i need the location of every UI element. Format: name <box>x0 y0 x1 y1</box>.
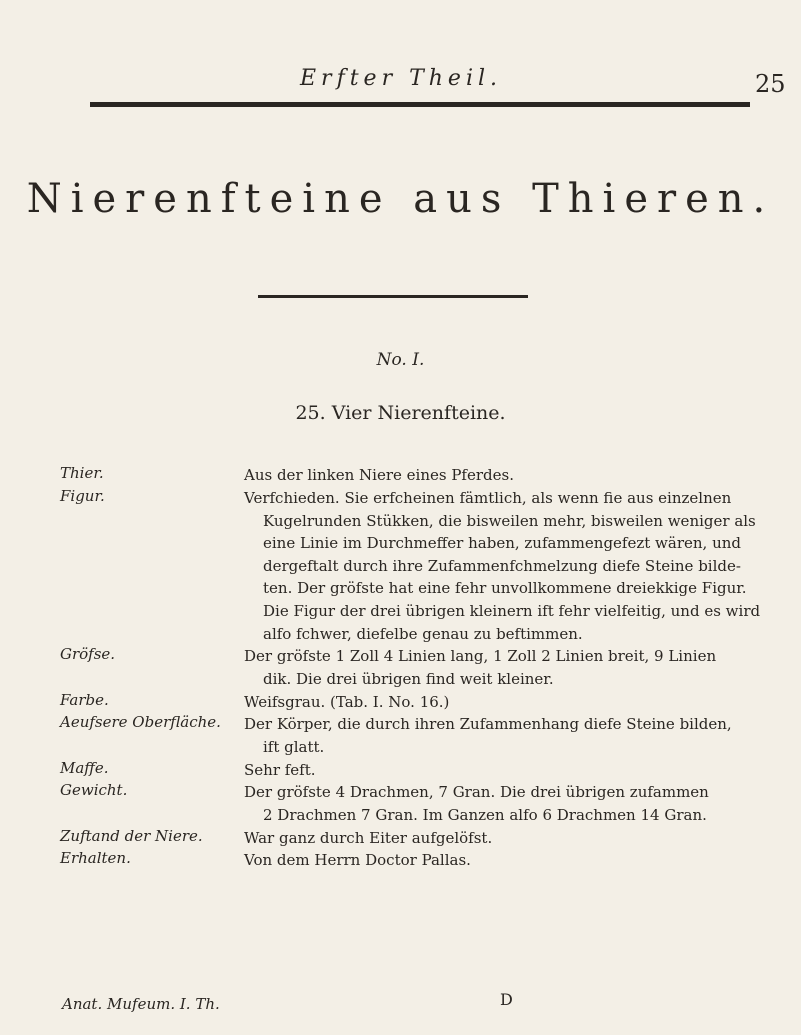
para-zustand <box>244 827 779 850</box>
para-figur <box>244 487 779 645</box>
para-gewicht <box>244 781 779 826</box>
entry-number: No. I. <box>376 350 425 370</box>
text-line: Aus der linken Niere eines Pferdes. <box>244 466 514 484</box>
title-rule <box>258 295 528 298</box>
text-line: Der Körper, die durch ihren Zufammenhang diefe Steine bilden, <box>244 715 732 733</box>
label-zustand: Zuftand der Niere. <box>60 827 203 845</box>
signature-line: Anat. Mufeum. I. Th. <box>62 995 220 1013</box>
text-line: dik. Die drei übrigen find weit kleiner. <box>263 669 554 688</box>
para-erhalten <box>244 849 779 872</box>
text-line: Von dem Herrn Doctor Pallas. <box>244 851 471 869</box>
text-line: Verfchieden. Sie erfcheinen fämtlich, als wenn fie aus einzelnen <box>244 489 732 507</box>
text-line: 2 Drachmen 7 Gran. Im Ganzen alfo 6 Drachmen 14 Gran. <box>263 805 707 824</box>
para-masse <box>244 759 779 782</box>
running-title: Erfter Theil. <box>300 66 503 91</box>
para-thier <box>244 464 779 487</box>
para-oberflaeche <box>244 713 779 758</box>
text-line: Die Figur der drei übrigen kleinern ift fehr vielfeitig, und es wird <box>263 601 761 620</box>
text-line: Kugelrunden Stükken, die bisweilen mehr, bisweilen weniger als <box>263 511 756 530</box>
text-line: Weifsgrau. (Tab. I. No. 16.) <box>244 693 450 711</box>
label-erhalten: Erhalten. <box>60 849 131 867</box>
page-number: 25 <box>755 70 786 98</box>
text-line: War ganz durch Eiter aufgelöfst. <box>244 829 493 847</box>
entry-heading: 25. Vier Nierenfteine. <box>295 402 506 424</box>
text-line: ten. Der gröfste hat eine fehr unvollkommene dreiekkige Figur. <box>263 579 747 598</box>
label-oberflaeche: Aeufsere Oberfläche. <box>60 713 221 731</box>
para-farbe <box>244 691 779 714</box>
label-groesse: Gröfse. <box>60 645 116 663</box>
label-farbe: Farbe. <box>60 691 109 709</box>
label-thier: Thier. <box>60 464 104 482</box>
text-line: eine Linie im Durchmeffer haben, zufammengefezt wären, und <box>263 534 742 553</box>
signature-mark: D <box>500 990 513 1009</box>
text-line: Der gröfste 1 Zoll 4 Linien lang, 1 Zoll 2 Linien breit, 9 Linien <box>244 647 717 665</box>
text-line: ift glatt. <box>263 737 325 756</box>
header-rule <box>90 102 750 107</box>
para-groesse <box>244 645 779 690</box>
text-line: Sehr feft. <box>244 761 316 779</box>
label-figur: Figur. <box>60 487 105 505</box>
label-masse: Maffe. <box>60 759 109 777</box>
text-line: dergeftalt durch ihre Zufammenfchmelzung diefe Steine bilde- <box>263 556 741 575</box>
label-gewicht: Gewicht. <box>60 781 128 799</box>
text-line: alfo fchwer, diefelbe genau zu beftimmen. <box>263 624 583 643</box>
chapter-title: Nierenfteine aus Thieren. <box>26 176 775 222</box>
text-line: Der gröfste 4 Drachmen, 7 Gran. Die drei übrigen zufammen <box>244 783 709 801</box>
